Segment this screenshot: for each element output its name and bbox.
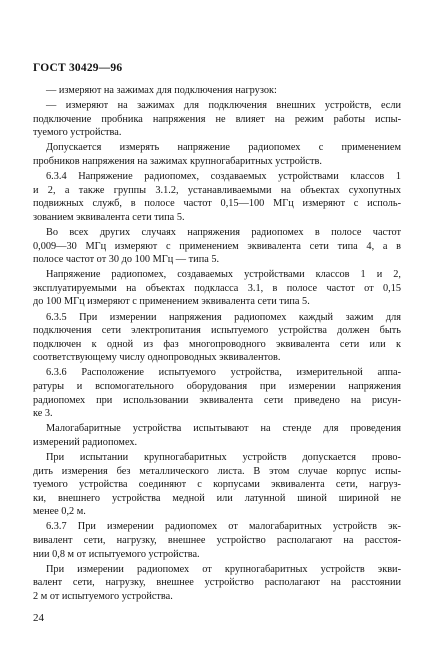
text-line: измерений радиопомех. (33, 436, 138, 448)
text-line: и 2, а также группы 3.1.2, устанавливаемыми на объектах сухопутных (33, 184, 401, 196)
text-line: зованием эквивалента сети типа 5. (33, 211, 185, 223)
text-line: подключения сети электропитания испытуемого устройства должен быть (33, 325, 401, 337)
text-line: Допускается измерять напряжение радиопомех с применением (46, 142, 401, 154)
text-line: При испытании крупногабаритных устройств допускается прово- (46, 451, 401, 463)
text-line: ке 3. (33, 408, 53, 420)
text-line: 0,009—30 МГц измеряют с применением эквивалента сети типа 4, а в (33, 240, 401, 252)
paragraph (33, 99, 401, 140)
document-body (33, 84, 401, 605)
page-number: 24 (33, 612, 44, 624)
text-line: Напряжение радиопомех, создаваемых устройствами классов 1 и 2, (46, 269, 401, 281)
text-line: подключен к одной из фаз многопроводного эквивалента сети или к (33, 338, 401, 350)
text-line: — измеряют на зажимах для подключения внешних устройств, если (46, 100, 401, 112)
text-line: ратуры и вспомогательного оборудования при измерении напряжения (33, 380, 401, 392)
text-line: соответствующему числу однопроводных эквивалентов. (33, 352, 281, 364)
text-line: нии 0,8 м от испытуемого устройства. (33, 548, 200, 560)
paragraph (33, 84, 401, 98)
document-header: ГОСТ 30429—96 (33, 62, 123, 74)
paragraph (33, 520, 401, 561)
text-line: 6.3.4 Напряжение радиопомех, создаваемых устройствами классов 1 (46, 171, 401, 183)
paragraph (33, 563, 401, 604)
text-line: пробников напряжения на зажимах крупногабаритных устройств. (33, 155, 322, 167)
text-line: туемого устройства соединяют с корпусами эквивалента сети, нагруз- (33, 479, 401, 491)
paragraph (33, 141, 401, 168)
paragraph (33, 226, 401, 267)
text-line: ки, внешнего устройства медной или латунной шиной шириной не (33, 492, 401, 504)
text-line: 6.3.5 При измерении напряжения радиопомех каждый зажим для (46, 311, 401, 323)
text-line: подключение пробника напряжения не влияет на режим работы испы- (33, 113, 401, 125)
text-line: полосе частот от 30 до 100 МГц — типа 5. (33, 254, 220, 266)
paragraph (33, 366, 401, 420)
text-line: менее 0,2 м. (33, 506, 86, 518)
text-line: При измерении радиопомех от крупногабаритных устройств экви- (46, 563, 401, 575)
text-line: 2 м от испытуемого устройства. (33, 590, 173, 602)
text-line: — измеряют на зажимах для подключения нагрузок: (46, 85, 277, 96)
paragraph (33, 451, 401, 519)
text-line: 6.3.6 Расположение испытуемого устройства, измерительной аппа- (46, 367, 401, 379)
text-line: вивалент сети, нагрузку, внешнее устройство располагают на расстоя- (33, 535, 401, 546)
text-line: подвижных служб, в полосе частот 0,15—100 МГц измеряют с исполь- (33, 198, 401, 210)
text-line: эксплуатируемыми на объектах подкласса 3.1, в полосе частот от 0,15 (33, 282, 401, 294)
text-line: Малогабаритные устройства испытывают на стенде для проведения (46, 423, 401, 435)
paragraph (33, 422, 401, 449)
text-line: валент сети, нагрузку, внешнее устройство располагают на расстоянии (33, 577, 401, 589)
text-line: до 100 МГц измеряют с применением эквивалента сети типа 5. (33, 296, 310, 308)
text-line: туемого устройства. (33, 127, 122, 139)
paragraph (33, 170, 401, 224)
text-line: дить измерения без металлического листа. В этом случае корпус испы- (33, 465, 401, 477)
text-line: Во всех других случаях напряжения радиопомех в полосе частот (46, 226, 401, 238)
paragraph (33, 268, 401, 309)
text-line: радиопомех при использовании эквивалента сети приведено на рисун- (33, 394, 401, 406)
text-line: 6.3.7 При измерении радиопомех от малогабаритных устройств эк- (46, 521, 401, 533)
paragraph (33, 311, 401, 365)
